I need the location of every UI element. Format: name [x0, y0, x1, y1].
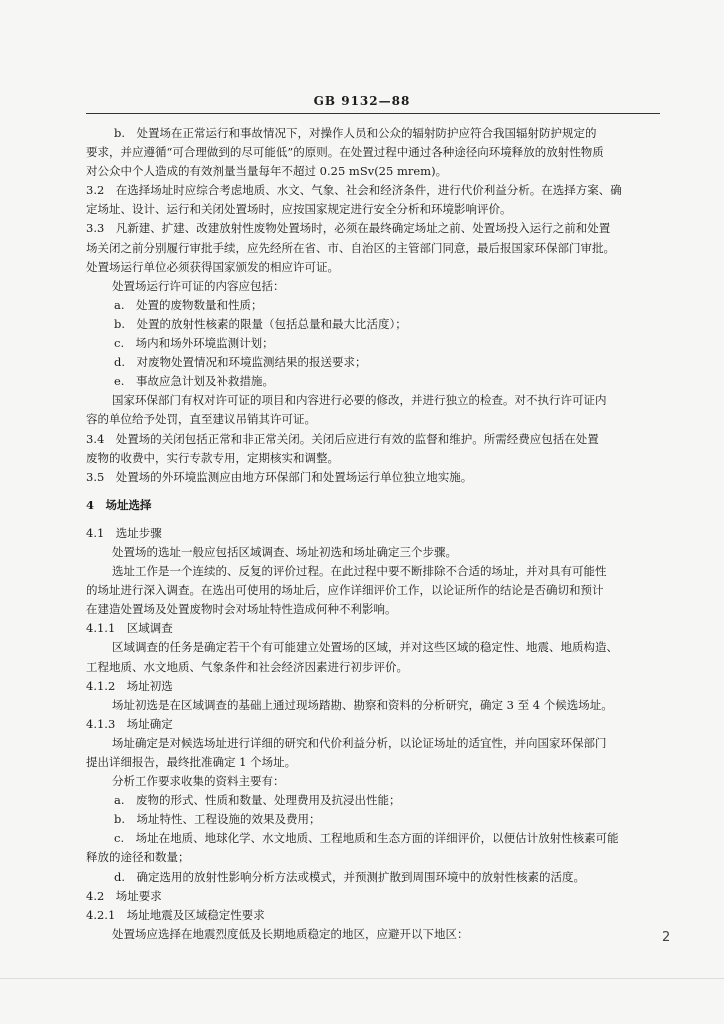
list-item: c. 场内和场外环境监测计划； — [114, 336, 274, 351]
subsection-heading: 4.1.2 场址初选 — [86, 678, 173, 693]
section-gap — [86, 487, 660, 496]
text-line: 处置场运行许可证的内容应包括： — [112, 278, 285, 293]
list-item: c. 场址在地质、地球化学、水文地质、工程地质和生态方面的详细评价，以便估计放射性核素可能 — [114, 831, 619, 846]
section-heading: 4 场址选择 — [86, 497, 152, 512]
text-line: 要求，并应遵循“可合理做到的尽可能低”的原则。在处置过程中通过各种途径向环境释放的放射性物质 — [86, 145, 604, 160]
text-line: 释放的途径和数量； — [86, 850, 190, 865]
text-line: 工程地质、水文地质、气象条件和社会经济因素进行初步评价。 — [86, 659, 408, 674]
list-item: a. 废物的形式、性质和数量、处理费用及抗浸出性能； — [114, 793, 401, 808]
text-line: 在建造处置场及处置废物时会对场址特性造成何种不利影响。 — [86, 602, 397, 617]
list-item: b. 处置的放射性核素的限量（包括总量和最大比活度）； — [114, 316, 407, 331]
text-line: 区域调查的任务是确定若干个有可能建立处置场的区域，并对这些区域的稳定性、地震、地质构造、 — [112, 640, 618, 655]
text-line: 处置场运行单位必须获得国家颁发的相应许可证。 — [86, 259, 339, 274]
text-line: 场址初选是在区域调查的基础上通过现场踏勘、勘察和资料的分析研究，确定 3 至 4 个候选场址。 — [112, 697, 613, 712]
text-line: b. 处置场在正常运行和事故情况下，对操作人员和公众的辐射防护应符合我国辐射防护规定的 — [114, 126, 597, 140]
subsection-heading: 4.1.1 区域调查 — [86, 621, 173, 636]
text-line: 3.2 在选择场址时应综合考虑地质、水文、气象、社会和经济条件，进行代价利益分析。在选择方案、确 — [86, 183, 622, 198]
header-rule — [86, 113, 660, 114]
list-item: a. 处置的废物数量和性质； — [114, 297, 263, 312]
text-line: 废物的收费中，实行专款专用，定期核实和调整。 — [86, 450, 339, 465]
text-line: 的场址进行深入调查。在选出可使用的场址后，应作详细评价工作，以论证所作的结论是否确切和预计 — [86, 583, 604, 598]
text-line: 对公众中个人造成的有效剂量当量每年不超过 0.25 mSv(25 mrem)。 — [86, 164, 448, 179]
page-bottom-edge — [0, 978, 724, 979]
text-line: 选址工作是一个连续的、反复的评价过程。在此过程中要不断排除不合适的场址，并对具有可能性 — [112, 564, 607, 579]
subsection-heading: 4.2 场址要求 — [86, 888, 162, 903]
text-line: 定场址、设计、运行和关闭处置场时，应按国家规定进行安全分析和环境影响评价。 — [86, 202, 512, 217]
list-item: e. 事故应急计划及补救措施。 — [114, 374, 274, 389]
list-item: b. 场址特性、工程设施的效果及费用； — [114, 812, 321, 827]
list-item: d. 确定选用的放射性影响分析方法或模式，并预测扩散到周围环境中的放射性核素的活度。 — [114, 869, 586, 884]
section-gap — [86, 515, 660, 524]
text-line: 国家环保部门有权对许可证的项目和内容进行必要的修改，并进行独立的检查。对不执行许可证内 — [112, 393, 607, 408]
text-line: 场关闭之前分别履行审批手续，应先经所在省、市、自治区的主管部门同意，最后报国家环保部门审批。 — [86, 240, 615, 255]
page-number: 2 — [662, 930, 671, 945]
subsection-heading: 4.1 选址步骤 — [86, 525, 162, 540]
text-line: 处置场的选址一般应包括区域调查、场址初选和场址确定三个步骤。 — [112, 544, 457, 559]
standard-header: GB 9132—88 — [313, 94, 411, 108]
text-line: 分析工作要求收集的资料主要有： — [112, 774, 285, 789]
list-item: d. 对废物处置情况和环境监测结果的报送要求； — [114, 355, 367, 370]
subsection-heading: 4.2.1 场址地震及区域稳定性要求 — [86, 907, 265, 922]
text-line: 处置场应选择在地震烈度低及长期地质稳定的地区，应避开以下地区： — [112, 926, 469, 941]
text-line: 容的单位给予处罚，直至建议吊销其许可证。 — [86, 412, 316, 427]
text-line: 3.3 凡新建、扩建、改建放射性废物处置场时，必须在最终确定场址之前、处置场投入运行之前和处置 — [86, 221, 611, 236]
text-line: 场址确定是对候选场址进行详细的研究和代价利益分析，以论证场址的适宜性，并向国家环保部门 — [112, 735, 607, 750]
body-text — [86, 124, 660, 944]
text-line: 提出详细报告，最终批准确定 1 个场址。 — [86, 755, 297, 769]
subsection-heading: 4.1.3 场址确定 — [86, 716, 173, 731]
text-line: 3.5 处置场的外环境监测应由地方环保部门和处置场运行单位独立地实施。 — [86, 469, 473, 484]
text-line: 3.4 处置场的关闭包括正常和非正常关闭。关闭后应进行有效的监督和维护。所需经费应包括在处置 — [86, 431, 599, 446]
